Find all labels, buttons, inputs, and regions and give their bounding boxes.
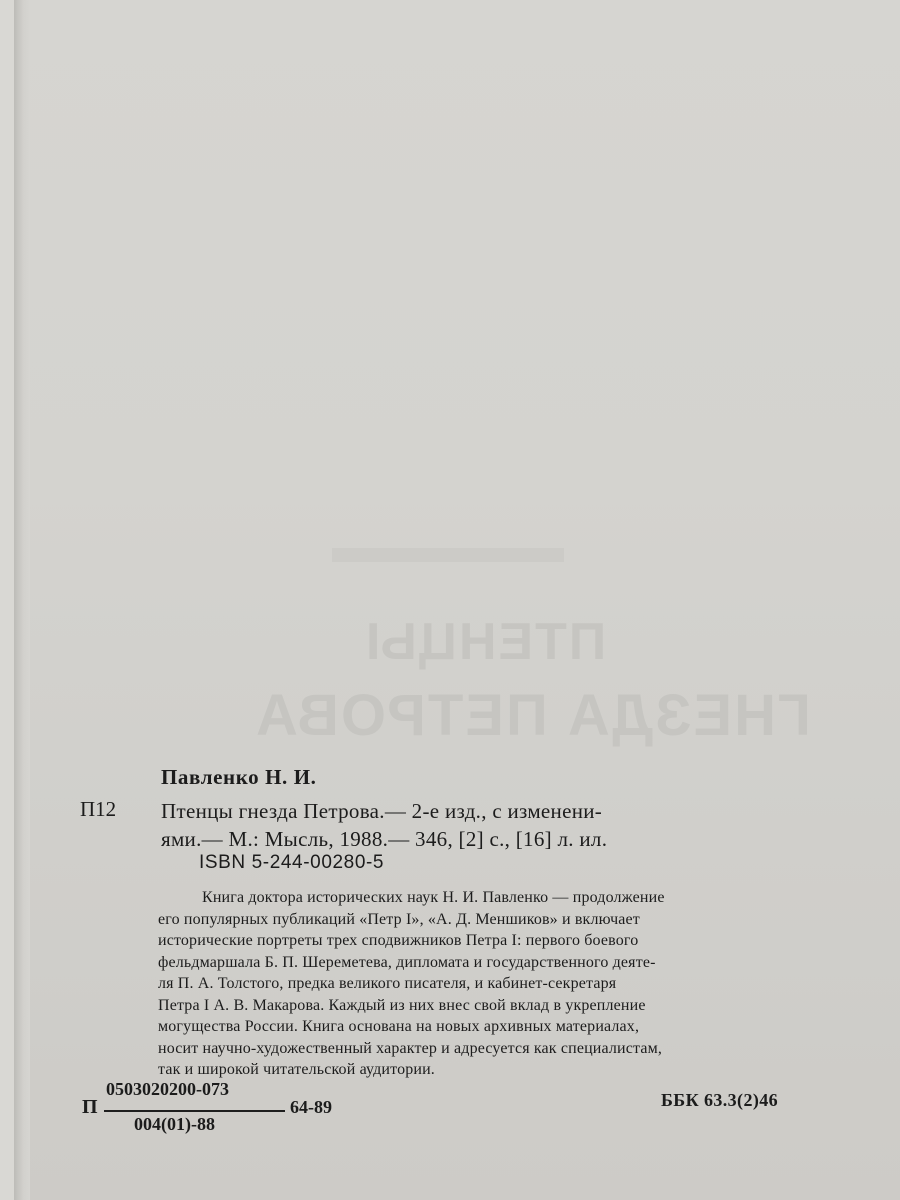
annotation-line: исторические портреты трех сподвижников Петра I: первого боевого: [158, 932, 639, 949]
page-edge-shadow: [14, 0, 30, 1200]
annotation-line: Книга доктора исторических наук Н. И. Павленко — продолжение: [202, 889, 665, 906]
annotation-line: носит научно-художественный характер и адресуется как специалистам,: [158, 1039, 663, 1057]
bib-line-1: Птенцы гнезда Петрова.— 2-е изд., с изменени-: [161, 799, 603, 823]
bib-line-2: ями.— М.: Мысль, 1988.— 346, [2] с., [16] л. ил.: [161, 827, 608, 851]
bbk-code: ББК 63.3(2)46: [661, 1090, 779, 1110]
annotation-line: Петра I А. В. Макарова. Каждый из них внес свой вклад в укрепление: [158, 996, 646, 1014]
annotation-line: могущества России. Книга основана на новых архивных материалах,: [158, 1018, 640, 1035]
index-denominator: 004(01)-88: [134, 1114, 215, 1134]
show-through-text-1: ПТЕНЦЫ: [364, 613, 607, 671]
index-fraction-rule: [104, 1110, 285, 1112]
show-through-text-2: ГНЕЗДА ПЕТРОВА: [254, 683, 811, 748]
annotation-line: так и широкой читательской аудитории.: [158, 1061, 435, 1078]
annotation-line: его популярных публикаций «Петр I», «А. Д. Меншиков» и включает: [158, 910, 640, 928]
index-letter: П: [82, 1096, 98, 1118]
annotation-line: ля П. А. Толстого, предка великого писателя, и кабинет-секретаря: [158, 975, 617, 992]
bibliographic-description: [161, 797, 801, 853]
annotation-line: фельдмаршала Б. П. Шереметева, дипломата и государственного деяте-: [158, 953, 656, 971]
show-through-rule: [332, 548, 564, 562]
annotation-paragraph: [158, 887, 806, 1081]
index-right-code: 64-89: [290, 1097, 332, 1117]
isbn: ISBN 5-244-00280-5: [199, 852, 385, 873]
classification-code: П12: [80, 797, 117, 821]
author-name: Павленко Н. И.: [161, 765, 317, 789]
index-numerator: 0503020200-073: [106, 1079, 229, 1099]
